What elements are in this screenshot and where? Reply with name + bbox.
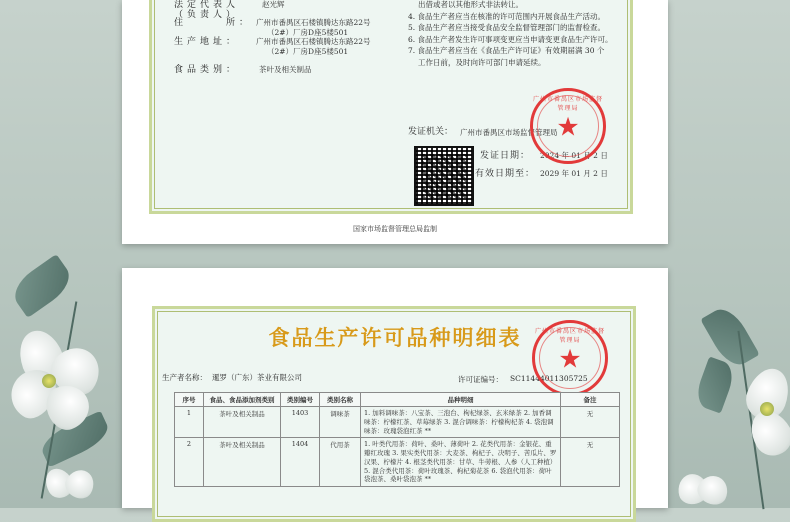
valid-until-label: 有效日期至： — [475, 169, 536, 179]
note-line-0: 出借或者以其他形式非法转让。 — [418, 0, 523, 9]
background-flower-right — [730, 360, 790, 470]
background-leaf-left — [7, 254, 77, 318]
row-category: 茶叶及相关制品 — [204, 438, 281, 487]
col-name: 类别名称 — [320, 393, 361, 407]
row-items: 1. 加料调味茶：八宝茶、三泡台、枸杞绿茶、玄米绿茶 2. 加香调味茶：柠檬红茶、草莓绿茶 3. 混合调味茶：柠檬枸杞茶 4. 袋泡调味茶：玫瑰袋泡红茶 ** — [361, 407, 561, 438]
table-row — [175, 407, 620, 438]
producer-value: 暹罗（广东）茶业有限公司 — [212, 373, 302, 382]
official-seal-top: 广州市番禺区市场监督管理局 ★ — [530, 88, 606, 164]
production-address-value-2: （2#）厂房D座5楼501 — [267, 47, 349, 56]
issuer-label: 发证机关： — [408, 127, 454, 137]
col-code: 类别编号 — [281, 393, 320, 407]
background-flower-left — [0, 330, 110, 440]
col-items: 品种明细 — [361, 393, 561, 407]
row-no: 2 — [175, 438, 204, 487]
valid-until-value: 2029 年 01 月 2 日 — [540, 169, 608, 178]
note-line-5: 工作日前，及时向许可部门申请延续。 — [418, 58, 546, 67]
legal-rep-value: 赵光辉 — [262, 0, 285, 9]
seal-star-icon-2: ★ — [558, 344, 582, 375]
row-category: 茶叶及相关制品 — [204, 407, 281, 438]
legal-rep-label: 法定代表人 — [174, 0, 240, 10]
row-remark: 无 — [561, 438, 620, 487]
license-no-label: 许可证编号： — [458, 375, 503, 384]
note-line-3: 6. 食品生产者发生许可事项变更应当申请变更食品生产许可。 — [408, 35, 613, 44]
issue-date-value: 2024 年 01 月 2 日 — [540, 151, 608, 160]
table-row — [175, 438, 620, 487]
production-address-value: 广州市番禺区石楼镇腾达东路22号 — [256, 37, 371, 46]
note-line-4: 7. 食品生产者应当在《食品生产许可证》有效期届满 30 个 — [408, 46, 605, 55]
producer-label: 生产者名称： — [162, 373, 207, 382]
row-items: 1. 叶类代用茶：荷叶、桑叶、薄荷叶 2. 花类代用茶：金银花、重瓣红玫瑰 3. 果实类代用茶：大麦茶、枸杞子、决明子、苦瓜片、罗汉果、柠檬片 4. 根茎类代用茶：甘草、牛蒡根、人参（人工种植） 5. 混合类代用茶：荷叶玫瑰茶、枸杞菊花茶 6. 袋泡代用茶：荷叶袋泡茶、桑叶袋泡茶 ** — [361, 438, 561, 487]
license-no-value: SC11444011305725 — [510, 374, 588, 383]
row-no: 1 — [175, 407, 204, 438]
food-category-label: 食品类别： — [174, 65, 240, 75]
production-address-label: 生产地址： — [174, 37, 240, 47]
note-line-1: 4. 食品生产者应当在核准的许可范围内开展食品生产活动。 — [408, 12, 606, 21]
detail-title: 食品生产许可品种明细表 — [268, 325, 522, 350]
col-no: 序号 — [175, 393, 204, 407]
note-line-2: 5. 食品生产者应当接受食品安全监督管理部门的监督检查。 — [408, 23, 606, 32]
row-code: 1403 — [281, 407, 320, 438]
food-license-card — [122, 0, 668, 244]
col-category: 食品、食品添加剂类别 — [204, 393, 281, 407]
background-flower-left-small — [40, 460, 100, 508]
issuer-value: 广州市番禺区市场监督管理局 — [460, 128, 558, 137]
row-code: 1404 — [281, 438, 320, 487]
seal-star-icon: ★ — [556, 112, 580, 143]
responsible-label: （负责人） — [174, 10, 240, 20]
food-category-value: 茶叶及相关制品 — [259, 65, 312, 74]
row-remark: 无 — [561, 407, 620, 438]
residence-label: 住 所： — [174, 18, 253, 28]
row-name: 代用茶 — [320, 438, 361, 487]
issue-date-label: 发证日期： — [480, 151, 531, 161]
background-flower-right-bottom — [674, 470, 734, 508]
col-remark: 备注 — [561, 393, 620, 407]
qr-code — [414, 146, 474, 206]
official-seal-bottom: 广州市番禺区市场监督管理局 ★ — [532, 320, 608, 396]
residence-value-2: （2#）厂房D座5楼501 — [267, 28, 349, 37]
residence-value: 广州市番禺区石楼镇腾达东路22号 — [256, 18, 371, 27]
supervision-footer: 国家市场监督管理总局监制 — [353, 225, 437, 233]
variety-table — [174, 392, 620, 487]
table-header-row — [175, 393, 620, 407]
row-name: 调味茶 — [320, 407, 361, 438]
